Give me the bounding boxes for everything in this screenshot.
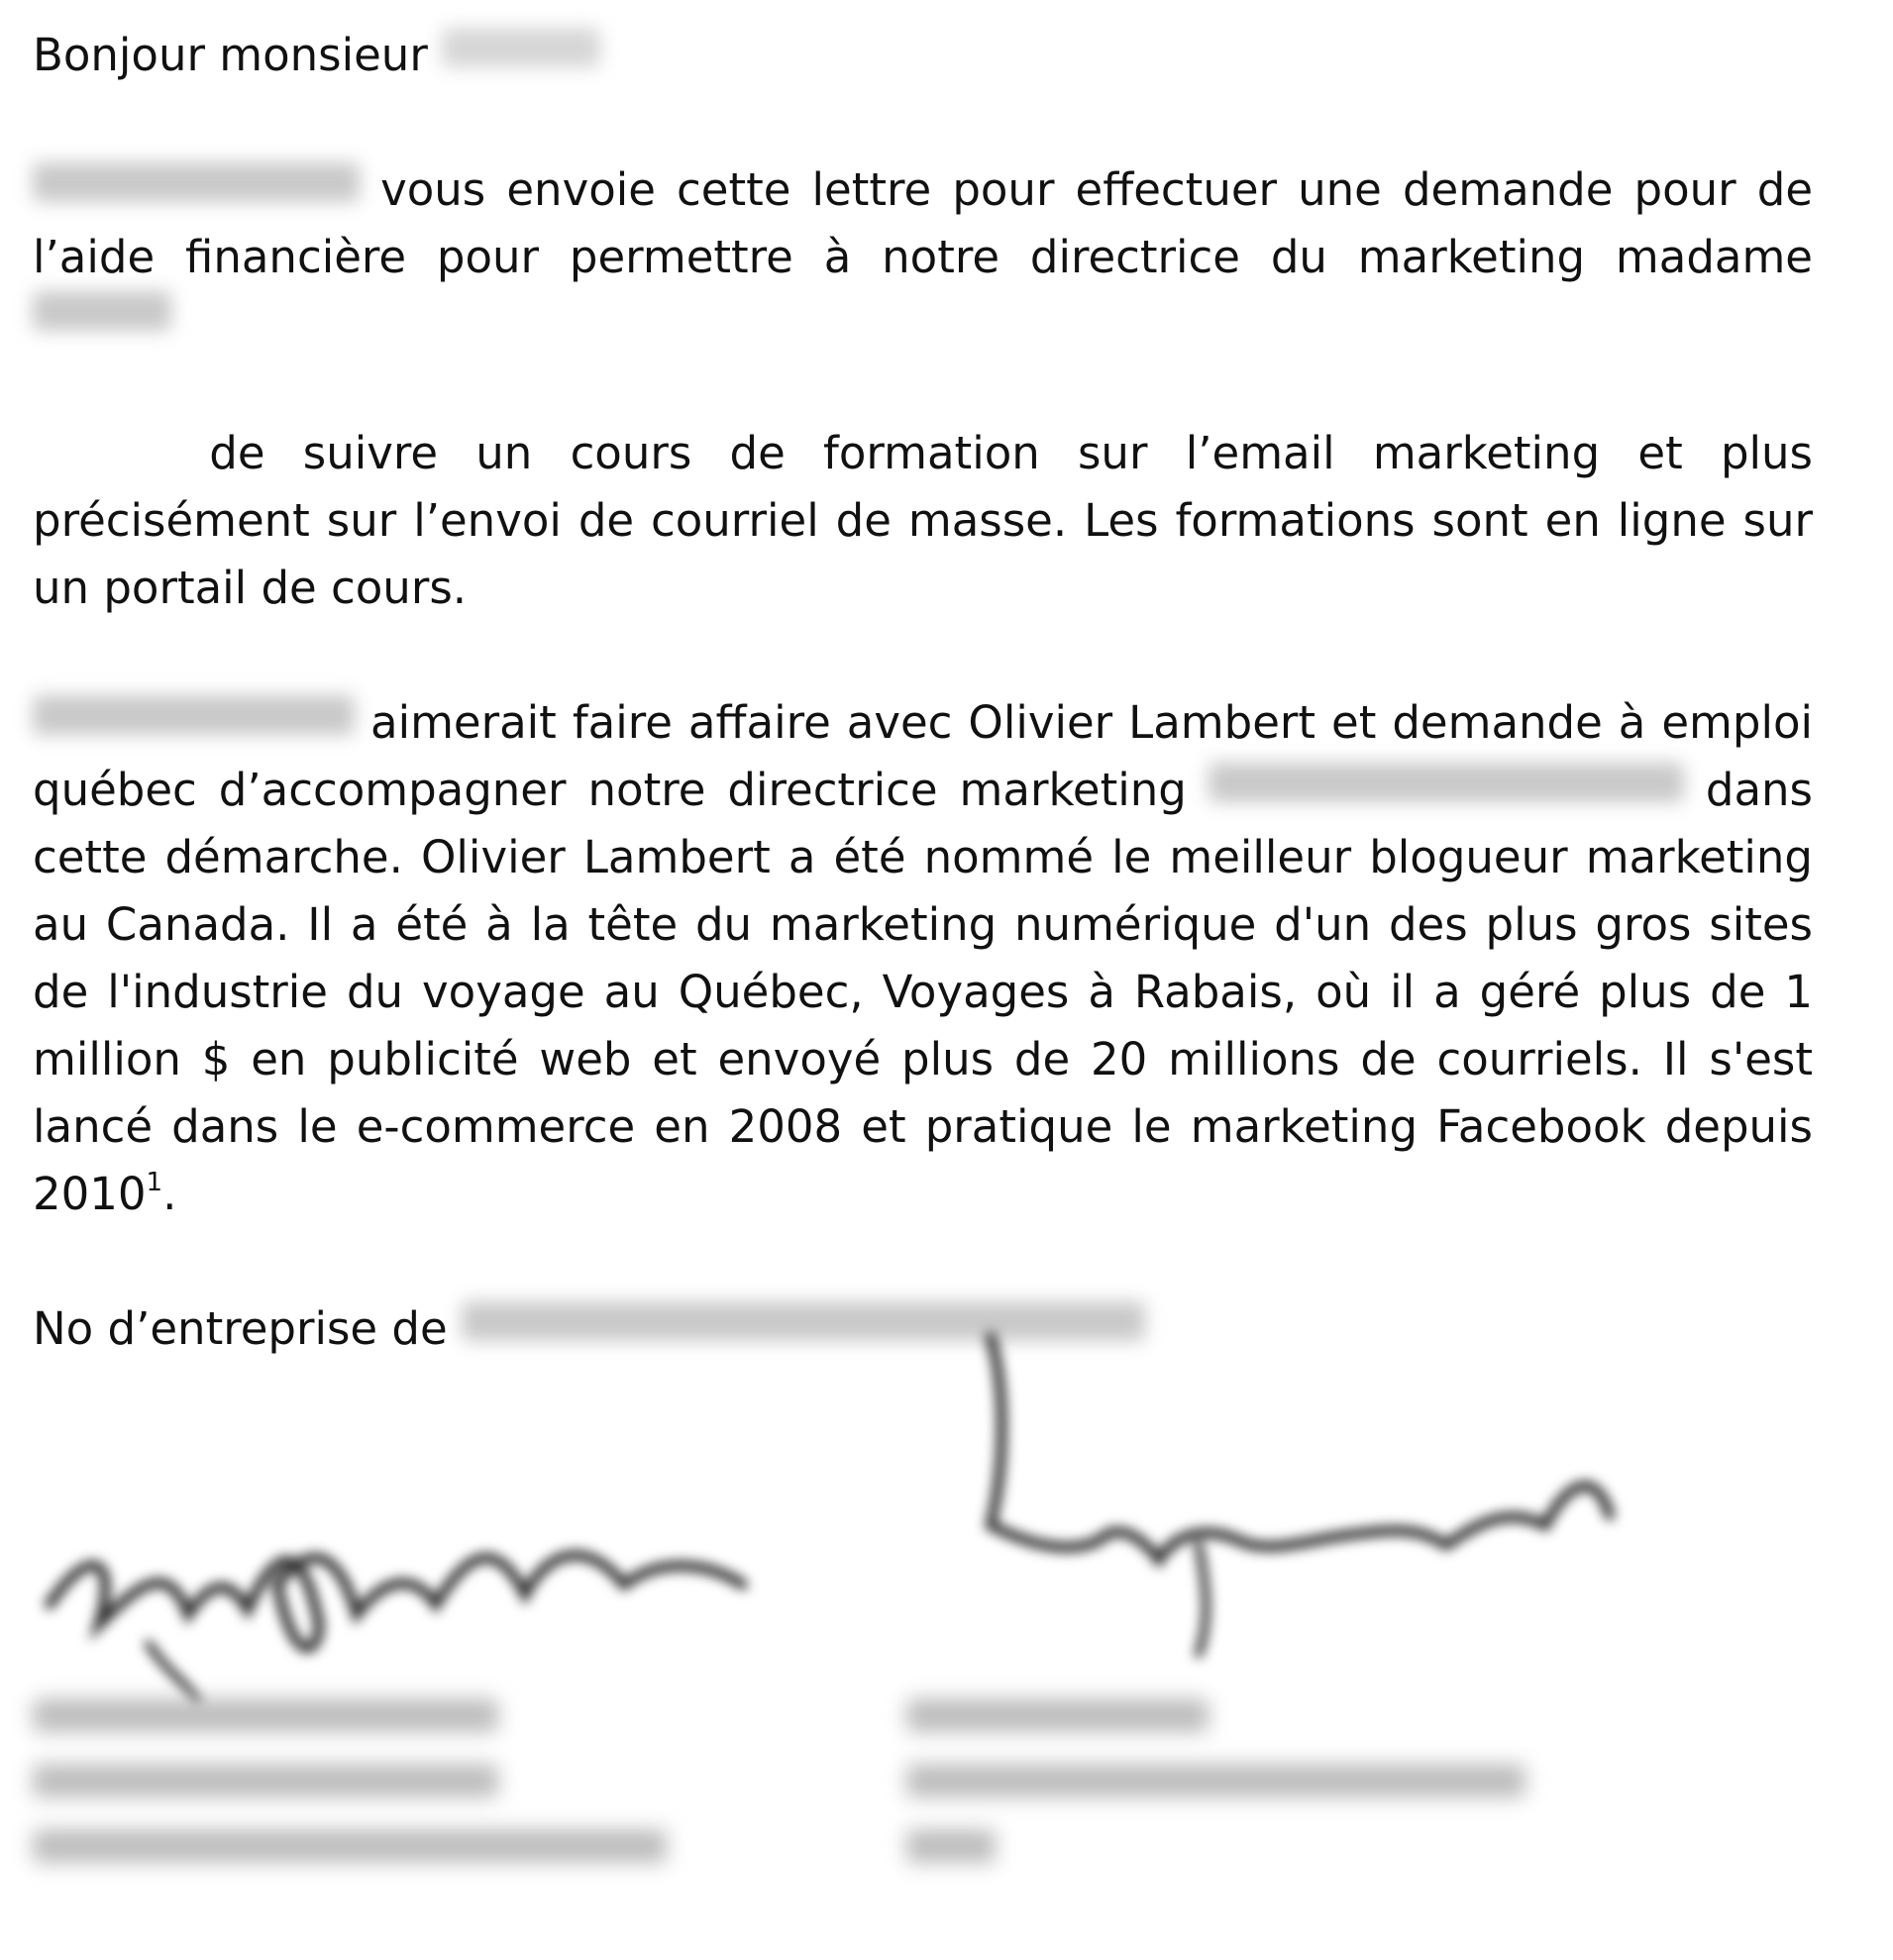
redacted-signer-title [906, 1764, 1525, 1798]
redacted-recipient-name [442, 28, 600, 67]
paragraph-request-text-2: de suivre un cours de formation sur l’email marketing et plus précisément sur l’envoi de courriel de masse. Les formations sont en ligne sur un portail de cours. [33, 427, 1813, 614]
redacted-signer-name [33, 1699, 498, 1732]
redacted-director-name [1209, 763, 1684, 802]
redacted-signer-title [33, 1764, 498, 1798]
paragraph-request-text-1: vous envoie cette lettre pour effectuer une demande pour de l’aide financière pour permettre à notre directrice du marketing madame [33, 163, 1814, 283]
signer-left [33, 1699, 667, 1895]
signer-right [906, 1699, 1525, 1895]
spacer [33, 622, 1813, 689]
greeting-prefix: Bonjour monsieur [33, 29, 428, 81]
business-number [33, 1295, 1813, 1363]
signature-left [30, 1466, 783, 1723]
redacted-company-name [33, 695, 355, 735]
redacted-director-name [33, 291, 171, 331]
spacer [33, 1228, 1813, 1295]
paragraph-trainer-text-1: aimerait faire affaire avec Olivier Lambert et demande à emploi québec d’accompagner notre directrice marketing [33, 696, 1813, 816]
paragraph-trainer-ending: . [162, 1168, 177, 1220]
paragraph-trainer [33, 689, 1813, 1228]
business-number-label: No d’entreprise de [33, 1302, 448, 1355]
signer-left-title-line [33, 1764, 667, 1829]
spacer [33, 89, 1813, 156]
redacted-signer-phone [33, 1829, 667, 1863]
redacted-business-number [462, 1301, 1145, 1341]
redacted-signer-name [906, 1699, 1209, 1732]
signer-right-title-line [906, 1764, 1525, 1829]
signer-right-name-line [906, 1699, 1525, 1764]
greeting [33, 22, 1813, 89]
redacted-company-name [33, 162, 360, 202]
letter-body [33, 22, 1813, 1363]
signer-left-phone-line [33, 1829, 667, 1895]
footnote-mark: 1 [146, 1168, 163, 1197]
signer-right-phone-line [906, 1829, 1525, 1895]
paragraph-trainer-text-2: dans cette démarche. Olivier Lambert a été nommé le meilleur blogueur marketing au Canada. Il a été à la tête du marketing numérique d'un des plus gros sites de l'industrie du voyage au Québec, Voyages à Rabais, où il a géré plus de 1 million $ en publicité web et envoyé plus de 20 millions de courriels. Il s'est lancé dans le e-commerce en 2008 et pratique le marketing Facebook depuis 2010 [33, 764, 1813, 1220]
signer-left-name-line [33, 1699, 667, 1764]
paragraph-request [33, 156, 1813, 622]
redacted-signer-phone [906, 1829, 996, 1863]
